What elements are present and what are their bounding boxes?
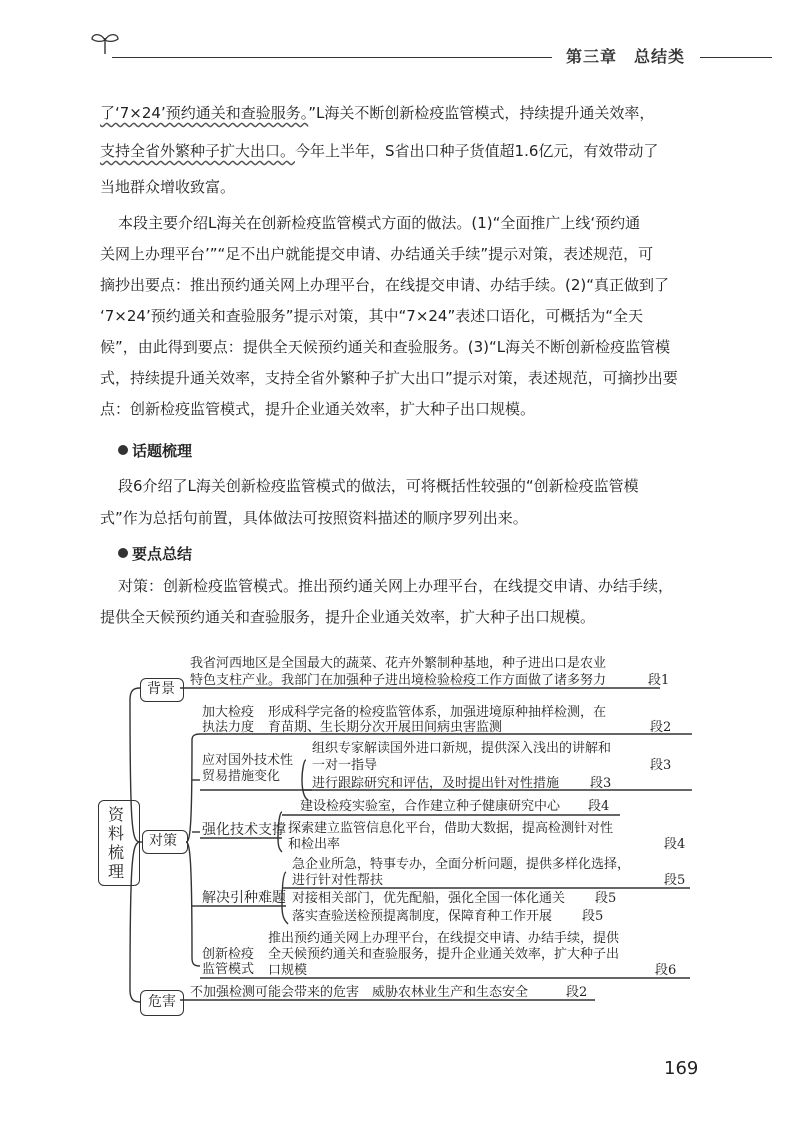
- analysis-line: 式，持续提升通关效率，支持全省外繁种子扩大出口”提示对策，表述规范，可摘抄出要: [100, 369, 678, 387]
- body-line: 当地群众增收致富。: [100, 178, 236, 196]
- mindmap-text: 对接相关部门，优先配船，强化全国一体化通关: [292, 891, 566, 906]
- mindmap-text: 落实查验送检预提离制度，保障育种工作开展: [292, 909, 553, 924]
- page-number: 169: [664, 1058, 699, 1079]
- mindmap-branch-label: 创新检疫: [202, 947, 255, 962]
- analysis-line: 点：创新检疫监管模式，提升企业通关效率，扩大种子出口规模。: [100, 400, 536, 418]
- mindmap-ref: 段3: [590, 776, 612, 791]
- mindmap-text: 急企业所急，特事专办，全面分析问题，提供多样化选择，: [292, 857, 631, 872]
- mindmap-branch-label: 监管模式: [202, 962, 255, 977]
- body-line: 支持全省外繁种子扩大出口。今年上半年，S省出口种子货值超1.6亿元，有效带动了: [100, 142, 659, 160]
- mindmap-text: 推出预约通关网上办理平台，在线提交申请、办结手续，提供: [268, 931, 620, 946]
- analysis-line: ‘7×24’预约通关和查验服务”提示对策，其中“7×24”表述口语化，可概括为“全天: [100, 307, 644, 325]
- mindmap-ref: 段6: [655, 963, 677, 978]
- topic-line: 段6介绍了L海关创新检疫监管模式的做法，可将概括性较强的“创新检疫监管模: [118, 477, 639, 495]
- mindmap-node-harm-label: 危害: [148, 994, 176, 1010]
- mindmap-text: 我省河西地区是全国最大的蔬菜、花卉外繁制种基地，种子进出口是农业: [190, 656, 607, 671]
- section-heading-summary: 要点总结: [118, 543, 192, 564]
- mindmap-ref: 段3: [650, 758, 672, 773]
- mindmap-text: 口规模: [268, 963, 308, 978]
- analysis-line: 关网上办理平台’”“足不出户就能提交申请、办结通关手续”提示对策，表述规范，可: [100, 245, 654, 263]
- mindmap-ref: 段2: [566, 985, 588, 1000]
- mindmap-root-label: 资 料 梳 理: [108, 805, 125, 881]
- mindmap-branch-label: 强化技术支撑: [202, 822, 286, 838]
- mindmap-text: 一对一指导: [312, 758, 378, 773]
- mindmap-text: 和检出率: [288, 837, 341, 852]
- mindmap-text: 建设检疫实验室，合作建立种子健康研究中心: [300, 799, 561, 814]
- mindmap-text: 全天候预约通关和查验服务，提升企业通关效率，扩大种子出: [268, 947, 620, 962]
- mindmap-text: 探索建立监管信息化平台，借助大数据，提高检测针对性: [288, 821, 614, 836]
- mindmap-text: 不加强检测可能会带来的危害 威胁农林业生产和生态安全: [190, 985, 529, 1000]
- mindmap-node-strategy-label: 对策: [149, 833, 177, 849]
- mindmap-branch-label: 贸易措施变化: [202, 769, 281, 784]
- mindmap-ref: 段5: [595, 891, 617, 906]
- mindmap-ref: 段4: [664, 837, 686, 852]
- mindmap-text: 进行跟踪研究和评估，及时提出针对性措施: [312, 776, 560, 791]
- mindmap-branch-label: 执法力度: [202, 720, 255, 735]
- mindmap-branch-label: 解决引种难题: [202, 890, 286, 906]
- mindmap-text: 组织专家解读国外进口新规，提供深入浅出的讲解和: [312, 741, 612, 756]
- analysis-line: 本段主要介绍L海关在创新检疫监管模式方面的做法。(1)“全面推广上线‘预约通: [118, 214, 641, 232]
- summary-line: 提供全天候预约通关和查验服务，提升企业通关效率，扩大种子出口规模。: [100, 608, 596, 626]
- analysis-line: 摘抄出要点：推出预约通关网上办理平台，在线提交申请、办结手续。(2)“真正做到了: [100, 276, 670, 294]
- mindmap-text: 形成科学完备的检疫监管体系，加强进境原种抽样检测，在: [268, 705, 607, 720]
- mindmap-text: 特色支柱产业。我部门在加强种子进出境检验检疫工作方面做了诸多努力: [190, 673, 607, 688]
- analysis-line: 候”，由此得到要点：提供全天候预约通关和查验服务。(3)“L海关不断创新检疫监管模: [100, 338, 671, 356]
- mindmap-ref: 段4: [588, 799, 610, 814]
- mindmap-ref: 段5: [664, 873, 686, 888]
- mindmap-text: 育苗期、生长期分次开展田间病虫害监测: [268, 720, 503, 735]
- body-line: 了‘7×24’预约通关和查验服务。”L海关不断创新检疫监管模式，持续提升通关效率，: [100, 104, 655, 122]
- summary-line: 对策：创新检疫监管模式。推出预约通关网上办理平台，在线提交申请、办结手续，: [118, 577, 674, 595]
- mindmap-branch-label: 应对国外技术性: [202, 753, 294, 768]
- section-heading-topic: 话题梳理: [118, 440, 192, 461]
- mindmap-ref: 段1: [648, 673, 670, 688]
- mindmap-node-background-label: 背景: [147, 681, 175, 697]
- mindmap-branch-label: 加大检疫: [202, 705, 255, 720]
- topic-line: 式”作为总括句前置，具体做法可按照资料描述的顺序罗列出来。: [100, 509, 528, 527]
- mindmap-ref: 段5: [582, 909, 604, 924]
- mindmap-ref: 段2: [650, 720, 672, 735]
- mindmap-text: 进行针对性帮扶: [292, 873, 384, 888]
- chapter-title: 第三章 总结类: [566, 47, 686, 66]
